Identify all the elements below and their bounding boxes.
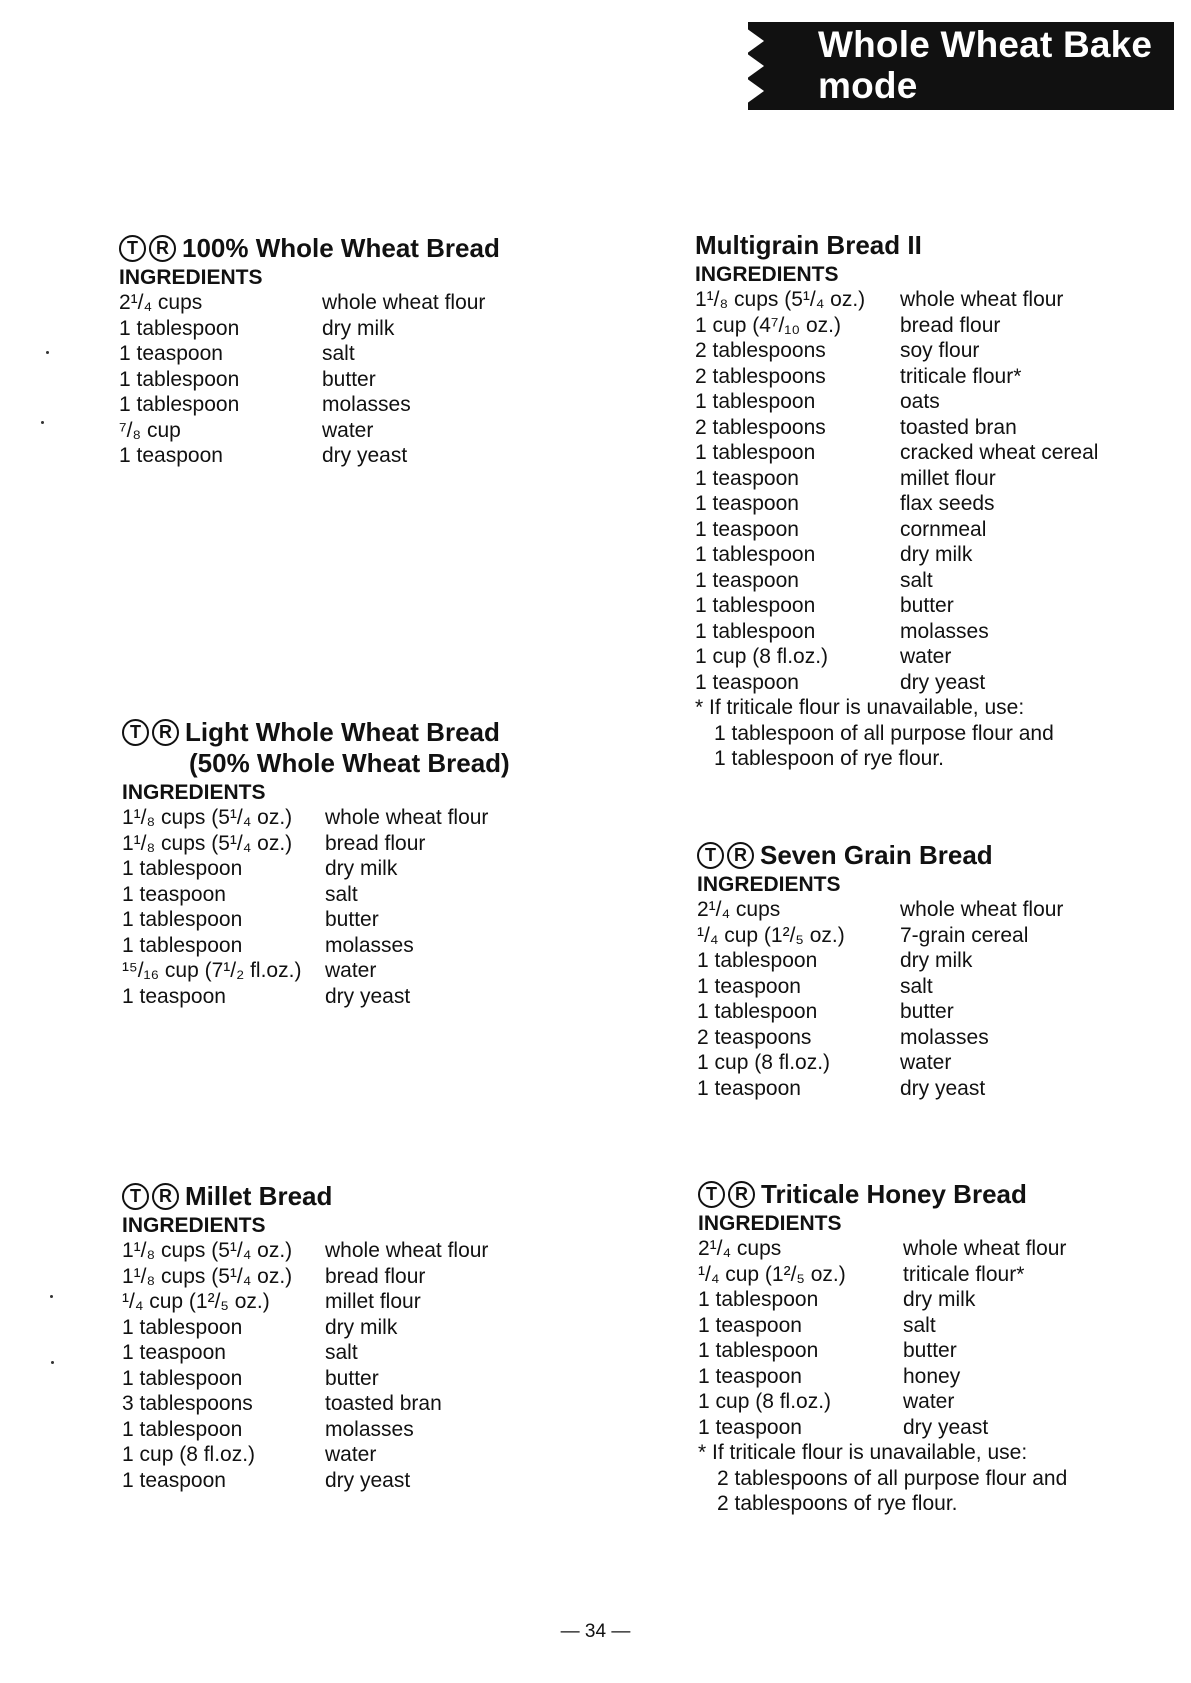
mode-marks <box>697 842 754 869</box>
ingredient-quantity: 1 tablespoon <box>122 1366 243 1390</box>
raisin-icon: R <box>728 1181 755 1208</box>
ingredient-row <box>122 1238 488 1264</box>
recipe-100-whole-wheat <box>119 233 500 469</box>
banner-title-line1: Whole Wheat Bake <box>818 24 1153 65</box>
banner-notch <box>746 28 764 54</box>
ingredient-name: butter <box>322 367 376 391</box>
ingredient-name: dry milk <box>322 316 395 340</box>
recipe-seven-grain <box>697 840 1063 1101</box>
scan-speck <box>50 1295 53 1298</box>
ingredient-quantity: 2 tablespoons <box>695 339 826 362</box>
ingredient-quantity: 1 teaspoon <box>122 1468 226 1492</box>
ingredient-name: triticale flour* <box>903 1262 1025 1286</box>
ingredient-name: water <box>903 1390 955 1413</box>
timer-icon: T <box>122 1183 149 1210</box>
ingredient-quantity: ¹/₄ cup (1²/₅ oz.) <box>122 1290 270 1313</box>
ingredient-quantity: 1 tablespoon <box>119 316 240 340</box>
ingredient-quantity: 1 cup (8 fl.oz.) <box>697 1051 831 1074</box>
ingredient-quantity: ⁷/₈ cup <box>119 418 181 442</box>
ingredient-quantity: 1 tablespoon <box>119 367 240 391</box>
ingredient-name: dry milk <box>900 949 973 972</box>
ingredient-row <box>695 364 1098 390</box>
note-line: 2 tablespoons of all purpose flour and <box>717 1466 1068 1490</box>
ingredient-quantity: 1 cup (8 fl.oz.) <box>698 1390 832 1413</box>
ingredient-row <box>698 1287 1067 1313</box>
ingredient-name: dry yeast <box>900 670 986 694</box>
ingredients-heading: INGREDIENTS <box>122 781 266 804</box>
ingredient-quantity: 1 tablespoon <box>122 857 243 880</box>
ingredient-name: molasses <box>325 1417 414 1441</box>
ingredient-name: butter <box>325 1366 379 1390</box>
ingredient-name: salt <box>325 1341 358 1364</box>
ingredient-name: dry yeast <box>903 1415 989 1439</box>
substitution-note <box>695 695 1098 772</box>
ingredient-name: whole wheat flour <box>325 1239 489 1262</box>
ingredient-quantity: 1 cup (8 fl.oz.) <box>695 645 829 668</box>
ingredient-quantity: 1 tablespoon <box>697 949 818 972</box>
ingredient-quantity: 1 teaspoon <box>119 444 223 467</box>
ingredient-name: oats <box>900 390 940 413</box>
ingredients-heading: INGREDIENTS <box>695 263 839 286</box>
ingredient-row <box>697 999 1063 1025</box>
ingredient-quantity: ¹/₄ cup (1²/₅ oz.) <box>698 1262 846 1286</box>
ingredient-row <box>119 290 500 316</box>
ingredient-name: salt <box>325 882 358 906</box>
ingredient-name: butter <box>900 594 954 617</box>
ingredient-name: soy flour <box>900 339 980 362</box>
ingredient-row <box>122 1391 488 1417</box>
section-banner <box>748 22 1174 110</box>
ingredient-quantity: 1 teaspoon <box>122 984 226 1008</box>
ingredient-name: dry yeast <box>325 984 411 1008</box>
ingredient-row <box>698 1415 1067 1441</box>
ingredient-row <box>122 958 510 984</box>
ingredient-name: bread flour <box>325 831 426 855</box>
ingredient-row <box>698 1389 1067 1415</box>
ingredient-row <box>697 1050 1063 1076</box>
ingredient-quantity: 1 tablespoon <box>695 619 816 643</box>
ingredient-row <box>122 933 510 959</box>
ingredient-quantity: 1 teaspoon <box>122 882 226 906</box>
ingredient-name: dry milk <box>325 857 398 880</box>
ingredient-quantity: 1 tablespoon <box>695 441 816 464</box>
timer-icon: T <box>698 1181 725 1208</box>
recipe-title-text <box>182 233 500 264</box>
scan-speck <box>41 421 44 424</box>
ingredient-quantity: 1 tablespoon <box>695 543 816 566</box>
ingredient-row <box>697 948 1063 974</box>
ingredient-name: bread flour <box>900 313 1001 337</box>
recipe-title <box>119 233 500 264</box>
ingredient-name: molasses <box>322 393 411 416</box>
ingredient-name: butter <box>903 1339 957 1362</box>
ingredient-quantity: 1 teaspoon <box>698 1313 802 1337</box>
ingredient-quantity: 1 teaspoon <box>698 1415 802 1439</box>
ingredient-name: dry milk <box>903 1288 976 1311</box>
timer-icon: T <box>697 842 724 869</box>
ingredient-name: butter <box>325 908 379 931</box>
ingredient-name: butter <box>900 1000 954 1023</box>
recipe-title-line: Triticale Honey Bread <box>761 1179 1027 1209</box>
ingredients-heading: INGREDIENTS <box>698 1212 842 1235</box>
ingredient-row <box>695 313 1098 339</box>
ingredient-row <box>695 670 1098 696</box>
ingredient-name: salt <box>900 568 933 592</box>
ingredient-name: dry yeast <box>900 1076 986 1100</box>
ingredient-name: whole wheat flour <box>903 1237 1067 1260</box>
recipe-title-line: Multigrain Bread II <box>695 230 922 260</box>
page-number: — 34 — <box>560 1621 631 1642</box>
mode-marks <box>119 235 176 262</box>
ingredient-row <box>119 392 500 418</box>
ingredient-row <box>119 367 500 393</box>
ingredient-name: molasses <box>325 933 414 957</box>
banner-notch <box>746 78 764 104</box>
ingredient-quantity: 2 tablespoons <box>695 415 826 439</box>
ingredient-name: dry yeast <box>322 444 408 467</box>
ingredient-row <box>695 415 1098 441</box>
ingredient-row <box>122 1468 488 1494</box>
ingredient-row <box>697 923 1063 949</box>
note-line: 2 tablespoons of rye flour. <box>717 1492 958 1515</box>
ingredient-row <box>695 287 1098 313</box>
ingredient-row <box>122 1315 488 1341</box>
ingredient-row <box>119 316 500 342</box>
ingredient-name: water <box>900 1051 952 1074</box>
ingredient-row <box>695 440 1098 466</box>
raisin-icon: R <box>149 235 176 262</box>
ingredient-quantity: 1 teaspoon <box>695 492 799 515</box>
ingredient-quantity: 1 teaspoon <box>119 342 223 365</box>
ingredient-quantity: 1 tablespoon <box>122 1417 243 1441</box>
recipe-title-line: (50% Whole Wheat Bread) <box>189 748 510 778</box>
ingredient-row <box>695 517 1098 543</box>
recipe-title-line: 100% Whole Wheat Bread <box>182 233 500 263</box>
ingredient-quantity: 1 tablespoon <box>697 1000 818 1023</box>
ingredient-name: water <box>325 1443 377 1466</box>
recipe-title <box>122 1181 488 1212</box>
ingredient-quantity: 1 cup (4⁷/₁₀ oz.) <box>695 313 841 337</box>
ingredient-row <box>698 1338 1067 1364</box>
ingredient-row <box>695 619 1098 645</box>
ingredient-name: water <box>322 418 374 442</box>
ingredient-row <box>697 1076 1063 1102</box>
ingredient-quantity: 1¹/₈ cups (5¹/₄ oz.) <box>122 1264 293 1288</box>
ingredient-row <box>122 984 510 1010</box>
ingredient-name: salt <box>900 974 933 998</box>
ingredient-quantity: 1¹/₈ cups (5¹/₄ oz.) <box>122 806 293 829</box>
raisin-icon: R <box>152 1183 179 1210</box>
ingredient-quantity: 2 tablespoons <box>695 364 826 388</box>
recipe-title <box>697 840 1063 871</box>
ingredient-quantity: 2 teaspoons <box>697 1025 812 1049</box>
ingredient-quantity: 1 tablespoon <box>698 1288 819 1311</box>
ingredient-quantity: 1 teaspoon <box>695 568 799 592</box>
ingredient-quantity: 1¹/₈ cups (5¹/₄ oz.) <box>122 831 293 855</box>
raisin-icon: R <box>152 719 179 746</box>
recipe-millet <box>122 1181 488 1493</box>
ingredient-name: salt <box>903 1313 936 1337</box>
ingredient-row <box>695 542 1098 568</box>
ingredient-quantity: 1 tablespoon <box>698 1339 819 1362</box>
timer-icon: T <box>119 235 146 262</box>
recipe-title-text <box>761 1179 1027 1210</box>
recipe-title <box>122 717 510 779</box>
ingredient-row <box>122 882 510 908</box>
ingredient-quantity: 1 tablespoon <box>122 1315 243 1339</box>
ingredient-row <box>695 466 1098 492</box>
ingredient-quantity: 2¹/₄ cups <box>119 291 203 314</box>
ingredient-name: 7-grain cereal <box>900 923 1029 947</box>
substitution-note <box>698 1440 1067 1517</box>
ingredient-row <box>119 418 500 444</box>
ingredient-quantity: 1 tablespoon <box>695 594 816 617</box>
ingredient-quantity: 1¹/₈ cups (5¹/₄ oz.) <box>695 288 866 311</box>
ingredient-row <box>122 907 510 933</box>
ingredient-name: whole wheat flour <box>900 288 1064 311</box>
ingredient-row <box>695 338 1098 364</box>
ingredient-row <box>697 1025 1063 1051</box>
recipe-title-text <box>695 230 922 261</box>
ingredient-quantity: 1 teaspoon <box>698 1364 802 1388</box>
ingredient-name: molasses <box>900 619 989 643</box>
ingredient-quantity: 1 teaspoon <box>695 466 799 490</box>
ingredient-row <box>698 1236 1067 1262</box>
ingredient-quantity: 1¹/₈ cups (5¹/₄ oz.) <box>122 1239 293 1262</box>
ingredient-row <box>122 805 510 831</box>
ingredient-row <box>697 897 1063 923</box>
ingredient-quantity: 2¹/₄ cups <box>698 1237 782 1260</box>
recipe-light-whole-wheat <box>122 717 510 1009</box>
ingredient-row <box>695 593 1098 619</box>
ingredient-row <box>122 1442 488 1468</box>
recipe-title-text <box>185 1181 332 1212</box>
ingredient-row <box>698 1364 1067 1390</box>
ingredient-quantity: 1 tablespoon <box>119 393 240 416</box>
ingredient-row <box>122 1264 488 1290</box>
ingredient-row <box>697 974 1063 1000</box>
recipe-title <box>698 1179 1067 1210</box>
ingredient-quantity: 1 teaspoon <box>122 1341 226 1364</box>
ingredient-name: toasted bran <box>325 1392 442 1415</box>
timer-icon: T <box>122 719 149 746</box>
ingredient-name: whole wheat flour <box>325 806 489 829</box>
ingredient-quantity: 1 tablespoon <box>122 933 243 957</box>
ingredient-name: millet flour <box>900 466 996 490</box>
mode-marks <box>122 719 179 746</box>
banner-title-line2: mode <box>818 65 918 106</box>
recipe-title-line: Millet Bread <box>185 1181 333 1211</box>
ingredient-name: honey <box>903 1364 961 1388</box>
raisin-icon: R <box>727 842 754 869</box>
banner-notch <box>746 53 764 79</box>
ingredient-row <box>695 568 1098 594</box>
recipe-title-text <box>185 717 510 779</box>
note-line: 1 tablespoon of all purpose flour and <box>714 721 1054 745</box>
ingredient-quantity: 1 tablespoon <box>122 908 243 931</box>
ingredient-name: bread flour <box>325 1264 426 1288</box>
scan-speck <box>51 1361 54 1364</box>
ingredient-quantity: 1 teaspoon <box>695 517 799 541</box>
ingredient-name: triticale flour* <box>900 364 1022 388</box>
ingredient-name: millet flour <box>325 1290 421 1313</box>
ingredient-name: salt <box>322 342 355 365</box>
ingredient-quantity: 1 cup (8 fl.oz.) <box>122 1443 256 1466</box>
ingredient-quantity: 3 tablespoons <box>122 1392 253 1415</box>
ingredient-row <box>122 1340 488 1366</box>
ingredients-heading: INGREDIENTS <box>697 873 841 896</box>
ingredient-name: dry yeast <box>325 1468 411 1492</box>
ingredients-heading: INGREDIENTS <box>119 266 263 289</box>
ingredient-name: dry milk <box>325 1315 398 1339</box>
note-line: * If triticale flour is unavailable, use: <box>698 1441 1028 1464</box>
ingredient-name: flax seeds <box>900 492 995 515</box>
recipe-title-line: Light Whole Wheat Bread <box>185 717 500 747</box>
ingredient-quantity: 1 teaspoon <box>697 974 801 998</box>
ingredient-name: cracked wheat cereal <box>900 441 1099 464</box>
ingredient-row <box>698 1262 1067 1288</box>
note-line: * If triticale flour is unavailable, use: <box>695 696 1025 719</box>
ingredient-name: dry milk <box>900 543 973 566</box>
ingredient-row <box>695 491 1098 517</box>
ingredient-name: toasted bran <box>900 415 1017 439</box>
ingredient-quantity: ¹⁵/₁₆ cup (7¹/₂ fl.oz.) <box>122 959 302 982</box>
ingredient-row <box>119 443 500 469</box>
ingredient-row <box>122 1417 488 1443</box>
ingredient-quantity: ¹/₄ cup (1²/₅ oz.) <box>697 923 845 947</box>
ingredient-row <box>122 1366 488 1392</box>
ingredient-row <box>695 389 1098 415</box>
ingredient-name: whole wheat flour <box>322 291 486 314</box>
ingredient-name: water <box>325 959 377 982</box>
ingredient-quantity: 1 teaspoon <box>697 1076 801 1100</box>
mode-marks <box>698 1181 755 1208</box>
ingredient-row <box>122 856 510 882</box>
note-line: 1 tablespoon of rye flour. <box>714 747 944 770</box>
ingredient-name: whole wheat flour <box>900 898 1064 921</box>
recipe-title-line: Seven Grain Bread <box>760 840 993 870</box>
recipe-multigrain-2 <box>695 230 1098 772</box>
ingredient-quantity: 1 teaspoon <box>695 670 799 694</box>
ingredient-row <box>695 644 1098 670</box>
ingredient-quantity: 2¹/₄ cups <box>697 898 781 921</box>
ingredient-quantity: 1 tablespoon <box>695 390 816 413</box>
recipe-triticale-honey <box>698 1179 1067 1517</box>
ingredient-row <box>122 831 510 857</box>
ingredient-name: molasses <box>900 1025 989 1049</box>
ingredient-name: water <box>900 645 952 668</box>
recipe-title <box>695 230 1098 261</box>
ingredients-heading: INGREDIENTS <box>122 1214 266 1237</box>
ingredient-name: cornmeal <box>900 517 987 541</box>
ingredient-row <box>122 1289 488 1315</box>
ingredient-row <box>698 1313 1067 1339</box>
ingredient-row <box>119 341 500 367</box>
recipe-title-text <box>760 840 993 871</box>
scan-speck <box>46 351 49 354</box>
mode-marks <box>122 1183 179 1210</box>
